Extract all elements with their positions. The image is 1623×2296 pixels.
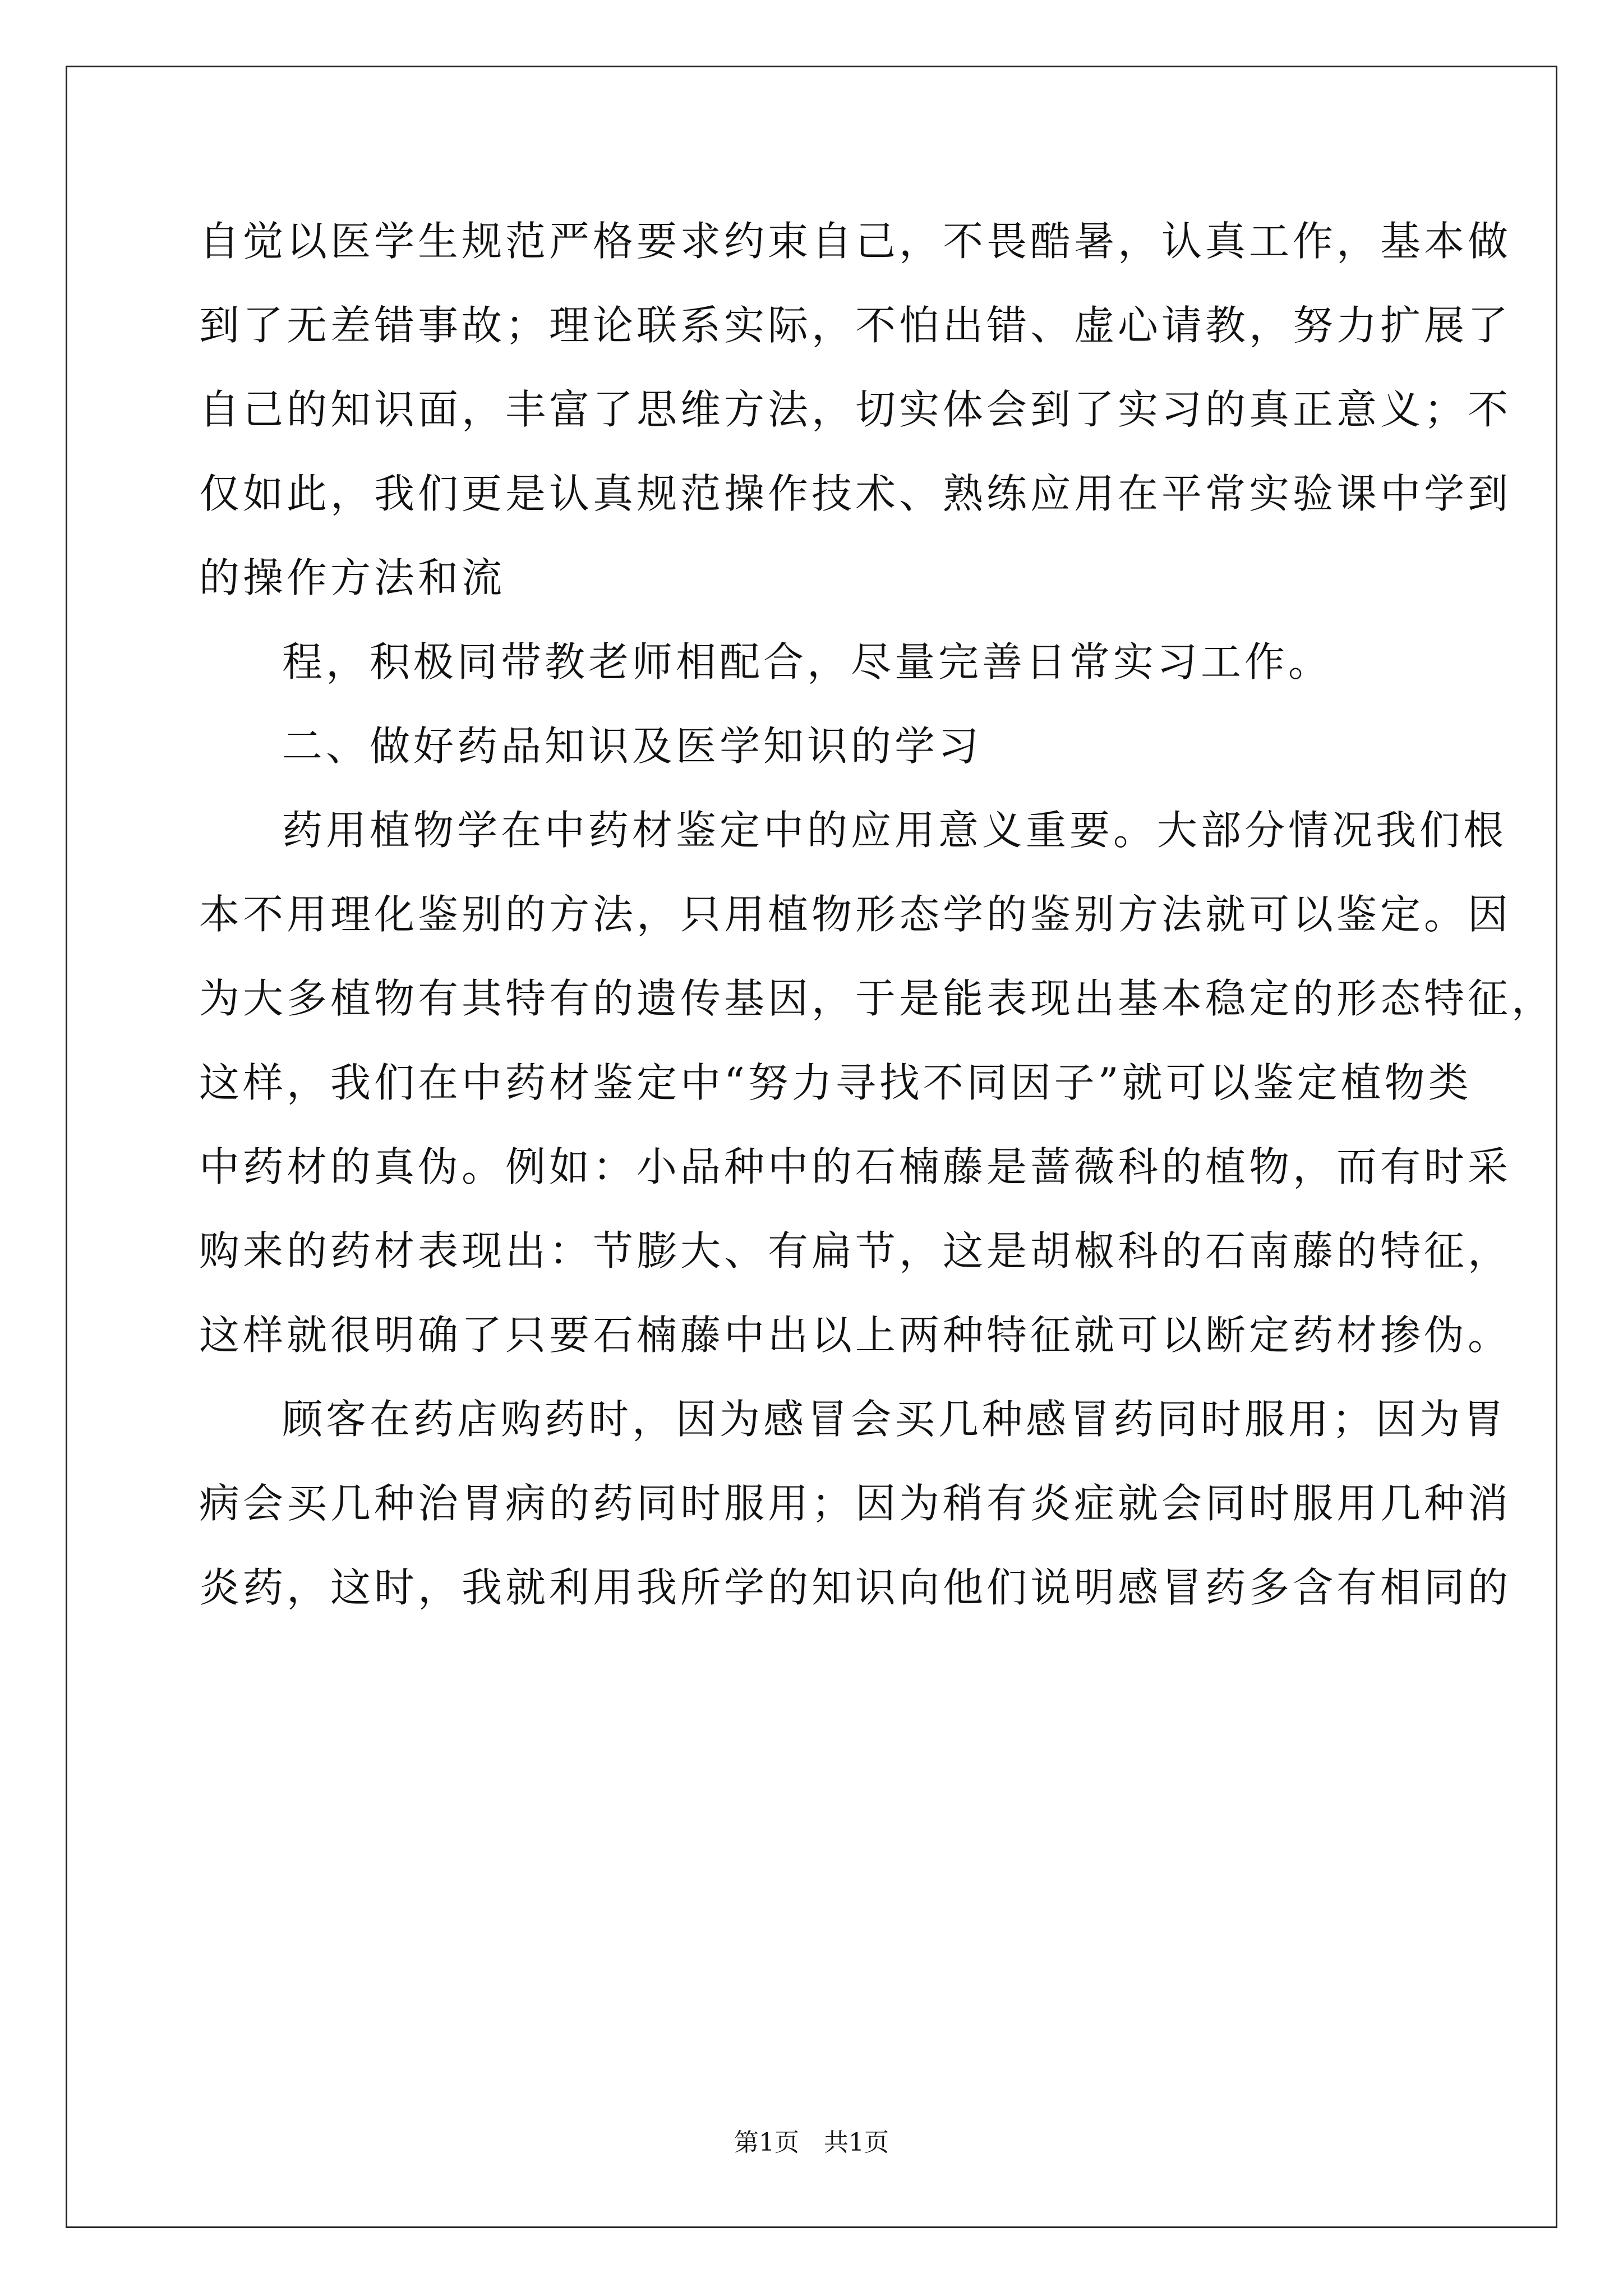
text-line: 炎药，这时，我就利用我所学的知识向他们说明感冒药多含有相同的 <box>199 1564 1512 1611</box>
text-line: 药用植物学在中药材鉴定中的应用意义重要。大部分情况我们根 <box>282 807 1507 854</box>
text-line: 到了无差错事故；理论联系实际，不怕出错、虚心请教，努力扩展了 <box>199 302 1512 349</box>
text-line: 这样，我们在中药材鉴定中“努力寻找不同因子”就可以鉴定植物类 <box>199 1059 1472 1106</box>
text-line: 仅如此，我们更是认真规范操作技术、熟练应用在平常实验课中学到 <box>199 470 1512 517</box>
text-line: 程，积极同带教老师相配合，尽量完善日常实习工作。 <box>282 638 1332 685</box>
text-line: 自己的知识面，丰富了思维方法，切实体会到了实习的真正意义；不 <box>199 386 1512 433</box>
text-line: 的操作方法和流 <box>199 554 506 601</box>
text-line: 自觉以医学生规范严格要求约束自己，不畏酷暑，认真工作，基本做 <box>199 218 1512 265</box>
text-line: 购来的药材表现出：节膨大、有扁节，这是胡椒科的石南藤的特征， <box>199 1227 1512 1274</box>
text-line: 这样就很明确了只要石楠藤中出以上两种特征就可以断定药材掺伪。 <box>199 1312 1512 1359</box>
text-line: 本不用理化鉴别的方法，只用植物形态学的鉴别方法就可以鉴定。因 <box>199 891 1512 938</box>
text-line: 为大多植物有其特有的遗传基因，于是能表现出基本稳定的形态特征， <box>199 975 1556 1022</box>
section-heading: 二、做好药品知识及医学知识的学习 <box>282 723 983 770</box>
text-line: 病会买几种治胃病的药同时服用；因为稍有炎症就会同时服用几种消 <box>199 1480 1512 1527</box>
text-line: 顾客在药店购药时，因为感冒会买几种感冒药同时服用；因为胃 <box>282 1396 1507 1443</box>
page-number: 第1页 共1页 <box>734 2128 889 2157</box>
text-line: 中药材的真伪。例如：小品种中的石楠藤是蔷薇科的植物，而有时采 <box>199 1143 1512 1190</box>
